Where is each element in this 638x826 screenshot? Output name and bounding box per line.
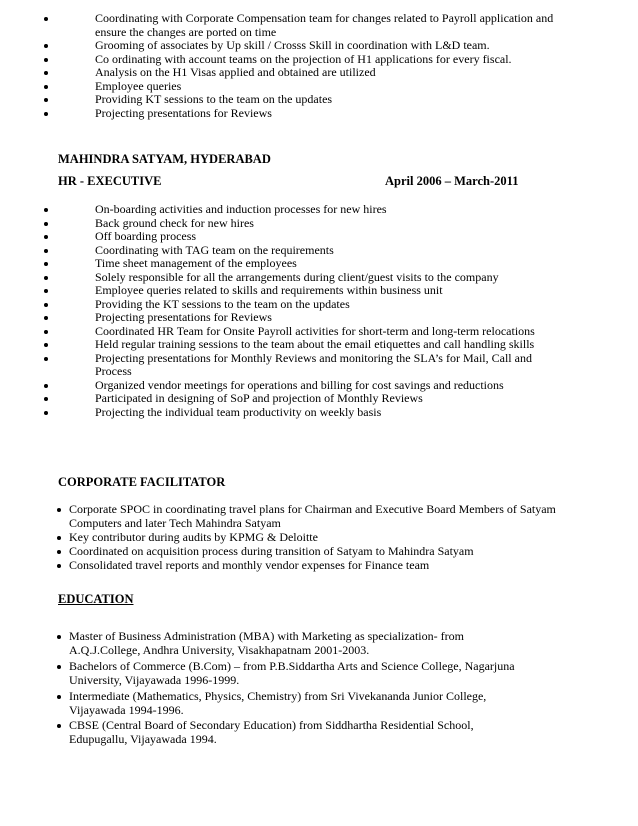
list-item: Projecting presentations for Reviews [63,107,590,121]
section-heading-corporate: CORPORATE FACILITATOR [58,475,226,489]
list-item: Bachelors of Commerce (B.Com) – from P.B.Siddartha Arts and Science College, Nagarjuna University, Vijayawada 1996-1999. [58,660,515,688]
company-name: MAHINDRA SATYAM, HYDERABAD [58,152,271,166]
education-bullets [0,630,515,747]
list-item: Coordinating with TAG team on the requirements [63,244,600,258]
list-item: Projecting presentations for Reviews [63,311,600,325]
list-item: Projecting the individual team productivity on weekly basis [63,406,600,420]
corporate-bullets [0,503,580,573]
list-item: Projecting presentations for Monthly Reviews and monitoring the SLA’s for Mail, Call and Process [63,352,535,379]
list-item: Participated in designing of SoP and projection of Monthly Reviews [63,392,600,406]
list-item: CBSE (Central Board of Secondary Education) from Siddhartha Residential School, Edupugallu, Vijayawada 1994. [58,719,515,747]
hr-executive-bullets [0,203,600,419]
previous-role-bullets [0,12,590,120]
list-item: Analysis on the H1 Visas applied and obtained are utilized [63,66,590,80]
list-item: Held regular training sessions to the team about the email etiquettes and call handling skills [63,338,600,352]
list-item: Employee queries [63,80,590,94]
list-item: Corporate SPOC in coordinating travel plans for Chairman and Executive Board Members of Satyam Computers and later Tech Mahindra Satyam [58,503,580,531]
job-title: HR - EXECUTIVE [58,174,162,188]
list-item: Grooming of associates by Up skill / Crosss Skill in coordination with L&D team. [63,39,590,53]
list-item: Coordinated HR Team for Onsite Payroll activities for short-term and long-term relocations [63,325,600,339]
list-item: Intermediate (Mathematics, Physics, Chemistry) from Sri Vivekananda Junior College, Vijayawada 1994-1996. [58,690,515,718]
list-item: Off boarding process [63,230,600,244]
list-item: Providing KT sessions to the team on the updates [63,93,590,107]
list-item: Back ground check for new hires [63,217,600,231]
list-item: Master of Business Administration (MBA) with Marketing as specialization- from A.Q.J.College, Andhra University, Visakhapatnam 2001-2003. [58,630,515,658]
list-item: Coordinated on acquisition process during transition of Satyam to Mahindra Satyam [58,545,580,559]
list-item: Organized vendor meetings for operations and billing for cost savings and reductions [63,379,600,393]
list-item: Solely responsible for all the arrangements during client/guest visits to the company [63,271,600,285]
list-item: On-boarding activities and induction processes for new hires [63,203,600,217]
list-item: Key contributor during audits by KPMG & Deloitte [58,531,580,545]
job-dates: April 2006 – March-2011 [385,174,519,188]
list-item: Employee queries related to skills and requirements within business unit [63,284,600,298]
list-item: Time sheet management of the employees [63,257,600,271]
list-item: Coordinating with Corporate Compensation team for changes related to Payroll application and ensure the changes are ported on time [63,12,575,39]
section-heading-education: EDUCATION [58,592,134,606]
list-item: Co ordinating with account teams on the projection of H1 applications for every fiscal. [63,53,590,67]
list-item: Providing the KT sessions to the team on the updates [63,298,600,312]
list-item: Consolidated travel reports and monthly vendor expenses for Finance team [58,559,580,573]
